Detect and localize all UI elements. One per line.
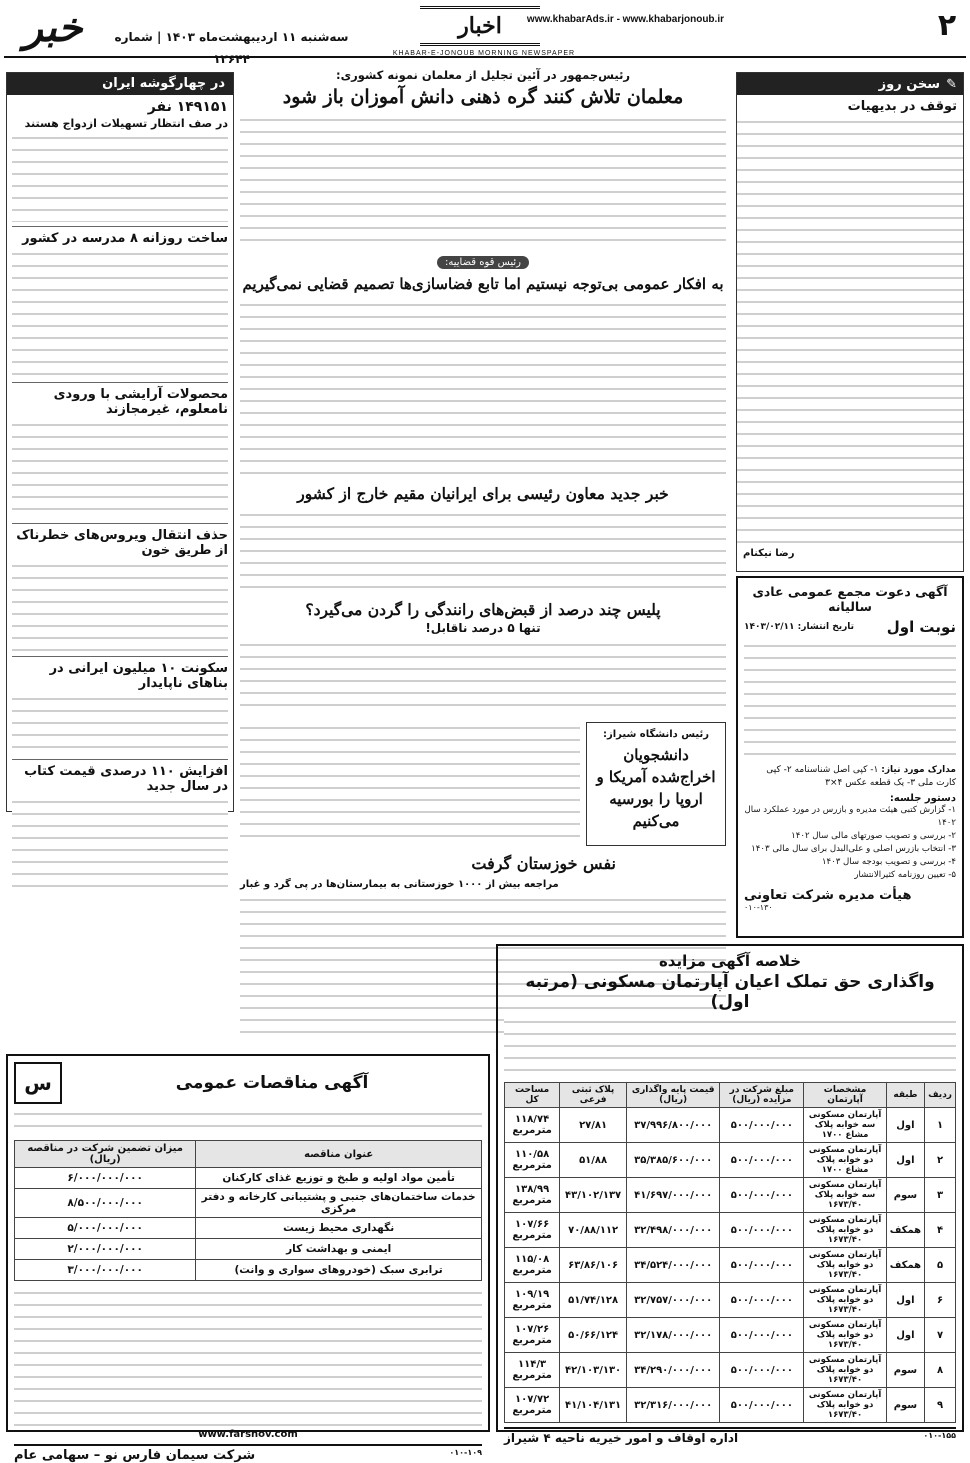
police-subhead: تنها ۵ درصد ناقابل! [425, 621, 541, 635]
table-cell: ۱۰۷/۶۶ مترمربع [505, 1213, 560, 1248]
assembly-ad-code: ۰۱۰-۱۳۰ [744, 903, 773, 912]
table-cell: ۱۰۹/۱۹ مترمربع [505, 1283, 560, 1318]
table-cell: ۵/۰۰۰/۰۰۰/۰۰۰ [15, 1218, 196, 1239]
table-row [505, 1318, 956, 1353]
table-cell: ۱ [925, 1108, 956, 1143]
iran-column [6, 72, 234, 812]
assembly-docs-text: ۱- کپی اصل شناسنامه ۲- کپی کارت ملی ۳- یک قطعه عکس ۴×۳ [766, 765, 956, 788]
table-cell: آپارتمان مسکونی دو خوابه پلاک ۱۶۷۳/۴۰ [804, 1388, 886, 1423]
company-logo-icon: س [14, 1062, 62, 1104]
expat-body [240, 509, 726, 589]
divider [12, 523, 228, 524]
auction-table [504, 1082, 956, 1423]
table-row [505, 1213, 956, 1248]
lead-kicker: رئیس‌جمهور در آئین تجلیل از معلمان نمونه کشوری: [335, 68, 631, 82]
table-cell: ۵۰۰/۰۰۰/۰۰۰ [720, 1178, 804, 1213]
table-row [15, 1260, 482, 1281]
shiraz-body [240, 722, 580, 846]
tender-company: شرکت سیمان فارس نو – سهامی عام [14, 1448, 256, 1463]
pen-icon: ✎ [946, 76, 957, 92]
assembly-ad-body [744, 640, 956, 762]
khuzestan-headline: نفس خوزستان گرفت [471, 854, 616, 873]
agenda-item: ۳- انتخاب بازرس اصلی و علی‌البدل برای سال مالی ۱۴۰۳ [751, 844, 956, 854]
dateline: سه‌شنبه ۱۱ اردیبهشت‌ماه ۱۴۰۳ | شماره ۱۲۶۴۴ [114, 30, 349, 66]
iran-item-title: ساخت روزانه ۸ مدرسه در کشور [22, 231, 228, 246]
table-cell: ۵۰۰/۰۰۰/۰۰۰ [720, 1213, 804, 1248]
table-cell: ۱۱۵/۰۸ مترمربع [505, 1248, 560, 1283]
table-cell: تأمین مواد اولیه و طبخ و توزیع غذای کارکنان [196, 1168, 482, 1189]
table-cell: ۵۰۰/۰۰۰/۰۰۰ [720, 1143, 804, 1178]
table-cell: ۳ [925, 1178, 956, 1213]
iran-item-title: حذف انتقال ویروس‌های خطرناک از طریق خون [16, 528, 228, 558]
iran-item-subtitle: در صف انتظار تسهیلات ازدواج هستند [24, 117, 228, 130]
table-cell: ۷۰/۸۸/۱۱۲ [560, 1213, 627, 1248]
table-cell: ۵۰۰/۰۰۰/۰۰۰ [720, 1248, 804, 1283]
table-cell: همکف [886, 1213, 924, 1248]
table-cell: ۵ [925, 1248, 956, 1283]
table-cell: ایمنی و بهداشت کار [196, 1239, 482, 1260]
table-cell: ۱۱۸/۷۴ مترمربع [505, 1108, 560, 1143]
table-cell: ۴۲/۱۰۳/۱۳۰ [560, 1353, 627, 1388]
divider [12, 656, 228, 657]
iran-item-body [12, 248, 228, 378]
table-cell: آپارتمان مسکونی دو خوابه پلاک ۱۶۷۳/۴۰ [804, 1248, 886, 1283]
auction-col-header: مبلغ شرکت در مزایده (ریال) [720, 1083, 804, 1108]
iran-item-title: افزایش ۱۱۰ درصدی قیمت کتاب در سال جدید [24, 764, 228, 794]
iran-item-body [12, 693, 228, 755]
table-row [505, 1283, 956, 1318]
table-cell: ۳/۰۰۰/۰۰۰/۰۰۰ [15, 1260, 196, 1281]
iran-item-title: سکونت ۱۰ میلیون ایرانی در بناهای ناپایدار [49, 661, 228, 691]
assembly-ad-docs [744, 764, 956, 790]
table-cell: ۵۰۰/۰۰۰/۰۰۰ [720, 1108, 804, 1143]
table-cell: ۵۰/۶۶/۱۲۴ [560, 1318, 627, 1353]
iran-item-title: محصولات آرایشی با ورودی نامعلوم، غیرمجازند [53, 387, 228, 417]
table-cell: ۳۵/۳۸۵/۶۰۰/۰۰۰ [627, 1143, 720, 1178]
tender-col-header: عنوان مناقصه [196, 1141, 482, 1168]
shiraz-story [240, 722, 726, 850]
table-row [505, 1143, 956, 1178]
page-number: ۲ [937, 8, 957, 43]
auction-col-header: پلاک ثبتی فرعی [560, 1083, 627, 1108]
table-cell: آپارتمان مسکونی دو خوابه پلاک ۱۶۷۳/۴۰ [804, 1353, 886, 1388]
khuzestan-subhead: مراجعه بیش از ۱۰۰۰ خوزستانی به بیمارستان‌ها در پی گرد و غبار [240, 879, 559, 890]
auction-col-header: مشخصات آپارتمان [804, 1083, 886, 1108]
iran-item-body [12, 560, 228, 652]
tender-title: آگهی مناقصات عمومی [175, 1073, 369, 1093]
table-cell: ترابری سبک (خودروهای سواری و وانت) [196, 1260, 482, 1281]
tender-code: ۰۱۰-۱۰۹ [449, 1448, 482, 1457]
editorial-header [737, 73, 963, 95]
iran-column-header: در چهارگوشه ایران [7, 73, 233, 95]
table-row [505, 1178, 956, 1213]
editorial-author: رضا نیکنام [743, 548, 795, 559]
table-cell: ۱۱۰/۵۸ مترمربع [505, 1143, 560, 1178]
auction-footer-text: اداره اوقاف و امور خیریه ناحیه ۴ شیراز [504, 1431, 739, 1445]
police-headline: پلیس چند درصد از قبض‌های رانندگی را گردن می‌گیرد؟ [305, 600, 661, 619]
assembly-ad-meta [744, 618, 956, 636]
auction-title-big: واگذاری حق تملک اعیان آپارتمان مسکونی (مرتبه اول) [525, 972, 935, 1012]
table-cell: ۵۰۰/۰۰۰/۰۰۰ [720, 1353, 804, 1388]
agenda-item: ۱- گزارش کتبی هیئت مدیره و بازرس در مورد عملکرد سال ۱۴۰۲ [744, 805, 956, 828]
agenda-item: ۴- بررسی و تصویب بودجه سال ۱۴۰۳ [821, 857, 956, 867]
table-cell: ۱۱۴/۳ مترمربع [505, 1353, 560, 1388]
auction-col-header: مساحت کل [505, 1083, 560, 1108]
tender-website[interactable]: www.farsnov.com [198, 1429, 298, 1440]
auction-footer [504, 1427, 956, 1445]
table-cell: ۸ [925, 1353, 956, 1388]
assembly-agenda [744, 804, 956, 882]
judiciary-body [240, 299, 726, 474]
assembly-ad-signature: هیأت مدیره شرکت تعاونی [744, 888, 912, 903]
table-cell: آپارتمان مسکونی دو خوابه پلاک ۱۶۷۳/۴۰ [804, 1213, 886, 1248]
lead-body [240, 114, 726, 242]
editorial-body [737, 116, 963, 546]
table-cell: ۵۱/۷۴/۱۲۸ [560, 1283, 627, 1318]
table-cell: ۶۳/۸۶/۱۰۶ [560, 1248, 627, 1283]
table-cell: ۶/۰۰۰/۰۰۰/۰۰۰ [15, 1168, 196, 1189]
tender-ad [6, 1054, 490, 1463]
table-row [15, 1218, 482, 1239]
table-cell: آپارتمان مسکونی دو خوابه پلاک ۱۶۷۳/۴۰ [804, 1318, 886, 1353]
assembly-docs-label: مدارک مورد نیاز: [881, 765, 956, 775]
table-cell: ۲۷/۸۱ [560, 1108, 627, 1143]
tender-intro [14, 1108, 482, 1136]
shiraz-kicker: رئیس دانشگاه شیراز: [603, 729, 709, 740]
masthead [4, 2, 966, 66]
auction-col-header: طبقه [886, 1083, 924, 1108]
editorial-title: توقف در بدیهیات [847, 99, 957, 114]
expat-story [240, 484, 726, 596]
website-line[interactable]: www.khabarAds.ir - www.khabarjonoub.ir [526, 14, 724, 25]
table-cell: ۳۲/۷۵۷/۰۰۰/۰۰۰ [627, 1283, 720, 1318]
table-cell: سوم [886, 1353, 924, 1388]
divider [12, 759, 228, 760]
assembly-agenda-label: دستور جلسه: [889, 793, 956, 804]
assembly-ad-title: آگهی دعوت مجمع عمومی عادی سالیانه [752, 584, 948, 614]
table-row [505, 1353, 956, 1388]
table-cell: همکف [886, 1248, 924, 1283]
editorial-column [736, 72, 964, 572]
agenda-item: ۲- بررسی و تصویب صورتهای مالی سال ۱۴۰۲ [791, 831, 956, 841]
table-cell: ۵۰۰/۰۰۰/۰۰۰ [720, 1283, 804, 1318]
table-cell: ۱۰۷/۷۲ مترمربع [505, 1388, 560, 1423]
divider [12, 226, 228, 227]
auction-code: ۰۱۰-۱۵۵ [923, 1431, 956, 1440]
table-cell: ۴۱/۱۰۴/۱۳۱ [560, 1388, 627, 1423]
table-cell: ۱۰۷/۲۶ مترمربع [505, 1318, 560, 1353]
table-cell: سوم [886, 1388, 924, 1423]
shiraz-headline: دانشجویان اخراج‌شده آمریکا و اروپا را بورسیه می‌کنیم [596, 746, 716, 830]
table-cell: ۲/۰۰۰/۰۰۰/۰۰۰ [15, 1239, 196, 1260]
auction-col-header: ردیف [925, 1083, 956, 1108]
shiraz-headline-box [586, 722, 726, 846]
english-tagline: KHABAR-E-JONOUB MORNING NEWSPAPER [392, 50, 576, 57]
police-story [240, 600, 726, 718]
divider [12, 382, 228, 383]
table-cell: اول [886, 1108, 924, 1143]
table-cell: ۳۴/۲۹۰/۰۰۰/۰۰۰ [627, 1353, 720, 1388]
iran-item-body [12, 796, 228, 896]
table-row [505, 1388, 956, 1423]
table-row [505, 1248, 956, 1283]
assembly-ad-subtitle: نوبت اول [886, 618, 956, 636]
auction-body [504, 1016, 956, 1078]
table-cell: ۸/۵۰۰/۰۰۰/۰۰۰ [15, 1189, 196, 1218]
tender-table [14, 1140, 482, 1281]
table-row [505, 1108, 956, 1143]
table-cell: ۷ [925, 1318, 956, 1353]
table-cell: ۳۲/۴۹۸/۰۰۰/۰۰۰ [627, 1213, 720, 1248]
table-cell: نگهداری محیط زیست [196, 1218, 482, 1239]
table-cell: ۴۱/۶۹۷/۰۰۰/۰۰۰ [627, 1178, 720, 1213]
table-cell: ۲ [925, 1143, 956, 1178]
newspaper-logo [12, 2, 94, 56]
table-row [15, 1189, 482, 1218]
table-cell: آپارتمان مسکونی دو خوابه پلاک ۱۶۷۳/۴۰ [804, 1283, 886, 1318]
judiciary-headline: به افکار عمومی بی‌توجه نیستیم اما تابع فضاسازی‌ها تصمیم قضایی نمی‌گیریم [242, 275, 724, 293]
auction-title-small: خلاصه آگهی مزایده [658, 952, 802, 970]
judiciary-tag: رئیس قوه قضاییه: [437, 256, 529, 269]
tender-details [14, 1287, 482, 1427]
auction-col-header: قیمت پایه واگذاری (ریال) [627, 1083, 720, 1108]
table-cell: ۵۰۰/۰۰۰/۰۰۰ [720, 1318, 804, 1353]
auction-ad [496, 944, 964, 1445]
table-cell: ۴۳/۱۰۲/۱۳۷ [560, 1178, 627, 1213]
table-cell: ۵۰۰/۰۰۰/۰۰۰ [720, 1388, 804, 1423]
assembly-ad-date: تاریخ انتشار: ۱۴۰۳/۰۲/۱۱ [744, 622, 855, 632]
judiciary-story [240, 250, 726, 480]
table-cell: سوم [886, 1178, 924, 1213]
table-cell: اول [886, 1283, 924, 1318]
table-cell: ۴ [925, 1213, 956, 1248]
editorial-label: سخن روز [878, 76, 941, 92]
agenda-item: ۵- تعیین روزنامه کثیرالانتشار [854, 870, 956, 880]
logo-text: خبر [23, 4, 83, 51]
table-cell: ۳۷/۹۹۶/۸۰۰/۰۰۰ [627, 1108, 720, 1143]
table-cell: ۳۲/۱۷۸/۰۰۰/۰۰۰ [627, 1318, 720, 1353]
section-title: اخبار [420, 6, 540, 46]
table-cell: آپارتمان مسکونی سه خوابه پلاک مشاع ۱۷۰۰ [804, 1108, 886, 1143]
table-cell: خدمات ساختمان‌های جنبی و پشتیبانی کارخانه و دفتر مرکزی [196, 1189, 482, 1218]
table-cell: ۶ [925, 1283, 956, 1318]
table-cell: ۹ [925, 1388, 956, 1423]
table-row [15, 1239, 482, 1260]
table-cell: ۳۴/۵۲۴/۰۰۰/۰۰۰ [627, 1248, 720, 1283]
iran-item-title: ۱۴۹۱۵۱ نفر [147, 99, 228, 115]
assembly-ad [736, 576, 964, 938]
table-row [15, 1168, 482, 1189]
police-body [240, 639, 726, 711]
tender-footer [14, 1444, 482, 1463]
lead-story [240, 68, 726, 246]
expat-headline: خبر جدید معاون رئیسی برای ایرانیان مقیم خارج از کشور [297, 484, 669, 503]
iran-item-body [12, 132, 228, 222]
table-cell: اول [886, 1318, 924, 1353]
table-cell: آپارتمان مسکونی دو خوابه پلاک مشاع ۱۷۰۰ [804, 1143, 886, 1178]
table-cell: اول [886, 1143, 924, 1178]
tender-header [14, 1062, 482, 1104]
table-cell: ۱۳۸/۹۹ مترمربع [505, 1178, 560, 1213]
table-cell: آپارتمان مسکونی سه خوابه پلاک ۱۶۷۳/۴۰ [804, 1178, 886, 1213]
table-cell: ۵۱/۸۸ [560, 1143, 627, 1178]
table-cell: ۳۲/۳۱۶/۰۰۰/۰۰۰ [627, 1388, 720, 1423]
lead-headline: معلمان تلاش کنند گره ذهنی دانش آموزان باز شود [282, 86, 684, 108]
tender-col-header: میزان تضمین شرکت در مناقصه (ریال) [15, 1141, 196, 1168]
iran-item-body [12, 419, 228, 519]
